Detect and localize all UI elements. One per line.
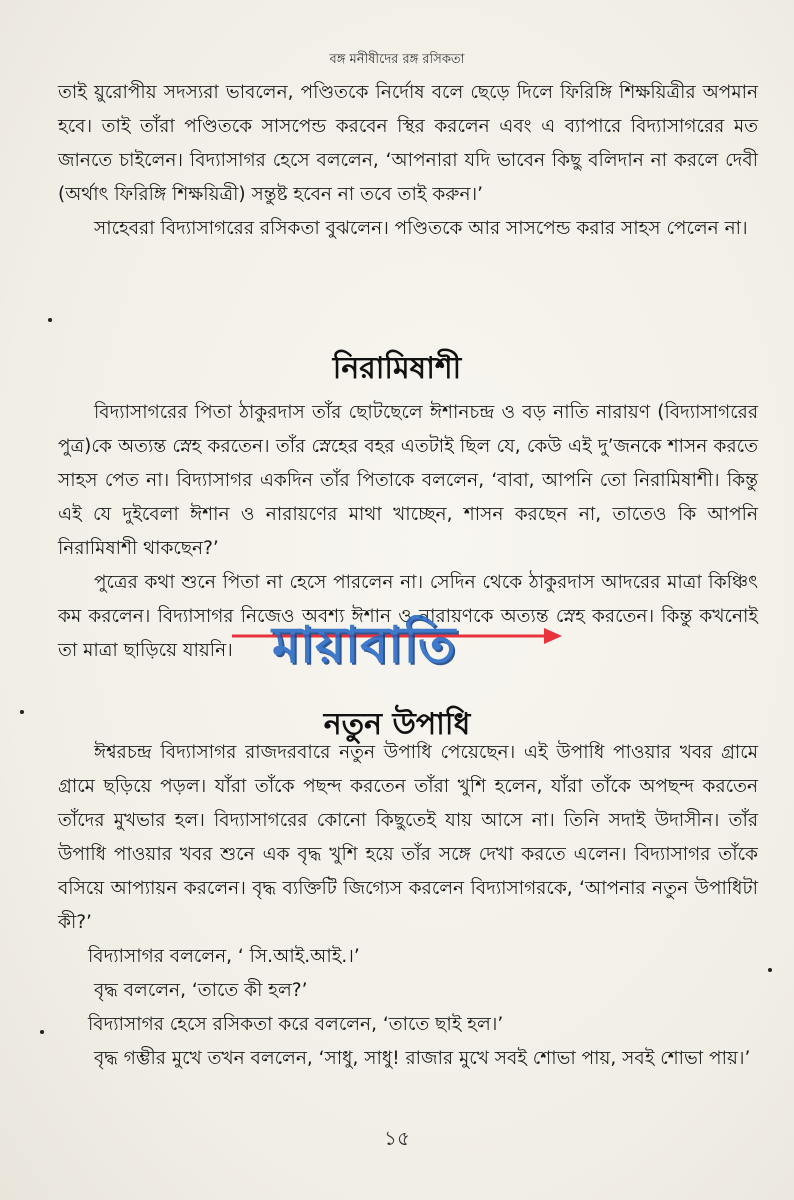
paragraph: বিদ্যাসাগরের পিতা ঠাকুরদাস তাঁর ছোটছেলে ঈশানচন্দ্র ও বড় নাতি নারায়ণ (বিদ্যাসাগরের পুত্র)কে অত্যন্ত স্নেহ করতেন। তাঁর স্নেহের বহর এতটাই ছিল যে, কেউ এই দু’জনকে শাসন করতে সাহস পেত না। বিদ্যাসাগর একদিন তাঁর পিতাকে বললেন, ‘বাবা, আপনি তো নিরামিষাশী। কিন্তু এই যে দুইবেলা ঈশান ও নারায়ণের মাথা খাচ্ছেন, শাসন করছেন না, তাতেও কি আপনি নিরামিষাশী থাকছেন?’	[58, 402, 758, 559]
print-speck	[48, 318, 52, 322]
paragraph: বৃদ্ধ বললেন, ‘তাতে কী হল?’	[94, 980, 308, 1001]
section-heading: নতুন উপাধি	[323, 707, 471, 742]
text-block-1	[58, 76, 758, 246]
paragraph: বিদ্যাসাগর বললেন, ‘ সি.আই.আই.।’	[88, 946, 360, 967]
paragraph: তাই য়ুরোপীয় সদস্যরা ভাবলেন, পণ্ডিতকে নির্দোষ বলে ছেড়ে দিলে ফিরিঙ্গি শিক্ষয়িত্রীর অপমান হবে। তাই তাঁরা পণ্ডিতকে সাসপেন্ড করবেন স্থির করলেন এবং এ ব্যাপারে বিদ্যাসাগরের মত জানতে চাইলেন। বিদ্যাসাগর হেসে বললেন, ‘আপনারা যদি ভাবেন কিছু বলিদান না করলে দেবী (অর্থাৎ ফিরিঙ্গি শিক্ষয়িত্রী) সন্তুষ্ট হবেন না তবে তাই করুন।’	[58, 82, 758, 205]
section-heading: নিরামিষাশী	[332, 351, 462, 386]
watermark-text: মায়াবাতি	[272, 616, 457, 674]
text-block-3	[58, 736, 758, 1076]
running-head: বঙ্গ মনীষীদের রঙ্গ রসিকতা	[329, 52, 465, 67]
print-speck	[768, 968, 772, 972]
paragraph: ঈশ্বরচন্দ্র বিদ্যাসাগর রাজদরবারে নতুন উপাধি পেয়েছেন। এই উপাধি পাওয়ার খবর গ্রামে গ্রামে ছড়িয়ে পড়ল। যাঁরা তাঁকে পছন্দ করতেন তাঁরা খুশি হলেন, যাঁরা তাঁকে অপছন্দ করতেন তাঁদের মুখভার হল। বিদ্যাসাগরের কোনো কিছুতেই যায় আসে না। তিনি সদাই উদাসীন। তাঁর উপাধি পাওয়ার খবর শুনে এক বৃদ্ধ খুশি হয়ে তাঁর সঙ্গে দেখা করতে এলেন। বিদ্যাসাগর তাঁকে বসিয়ে আপ্যায়ন করলেন। বৃদ্ধ ব্যক্তিটি জিগ্যেস করলেন বিদ্যাসাগরকে, ‘আপনার নতুন উপাধিটা কী?’	[58, 742, 758, 933]
print-speck	[40, 1030, 44, 1034]
paragraph: বৃদ্ধ গম্ভীর মুখে তখন বললেন, ‘সাধু, সাধু! রাজার মুখে সবই শোভা পায়, সবই শোভা পায়।’	[94, 1048, 751, 1069]
paragraph: পুত্রের কথা শুনে পিতা না হেসে পারলেন না। সেদিন থেকে ঠাকুরদাস আদরের মাত্রা কিঞ্চিৎ কম করলেন। বিদ্যাসাগর নিজেও অবশ্য ঈশান ও নারায়ণকে অত্যন্ত স্নেহ করতেন। কিন্তু কখনোই তা মাত্রা ছাড়িয়ে যায়নি।	[58, 572, 758, 661]
print-speck	[20, 710, 24, 714]
paragraph: সাহেবরা বিদ্যাসাগরের রসিকতা বুঝলেন। পণ্ডিতকে আর সাসপেন্ড করার সাহস পেলেন না।	[94, 218, 748, 239]
page-number: ১৫	[384, 1126, 410, 1150]
text-block-2	[58, 396, 758, 668]
paragraph: বিদ্যাসাগর হেসে রসিকতা করে বললেন, ‘তাতে ছাই হল।’	[88, 1014, 504, 1035]
